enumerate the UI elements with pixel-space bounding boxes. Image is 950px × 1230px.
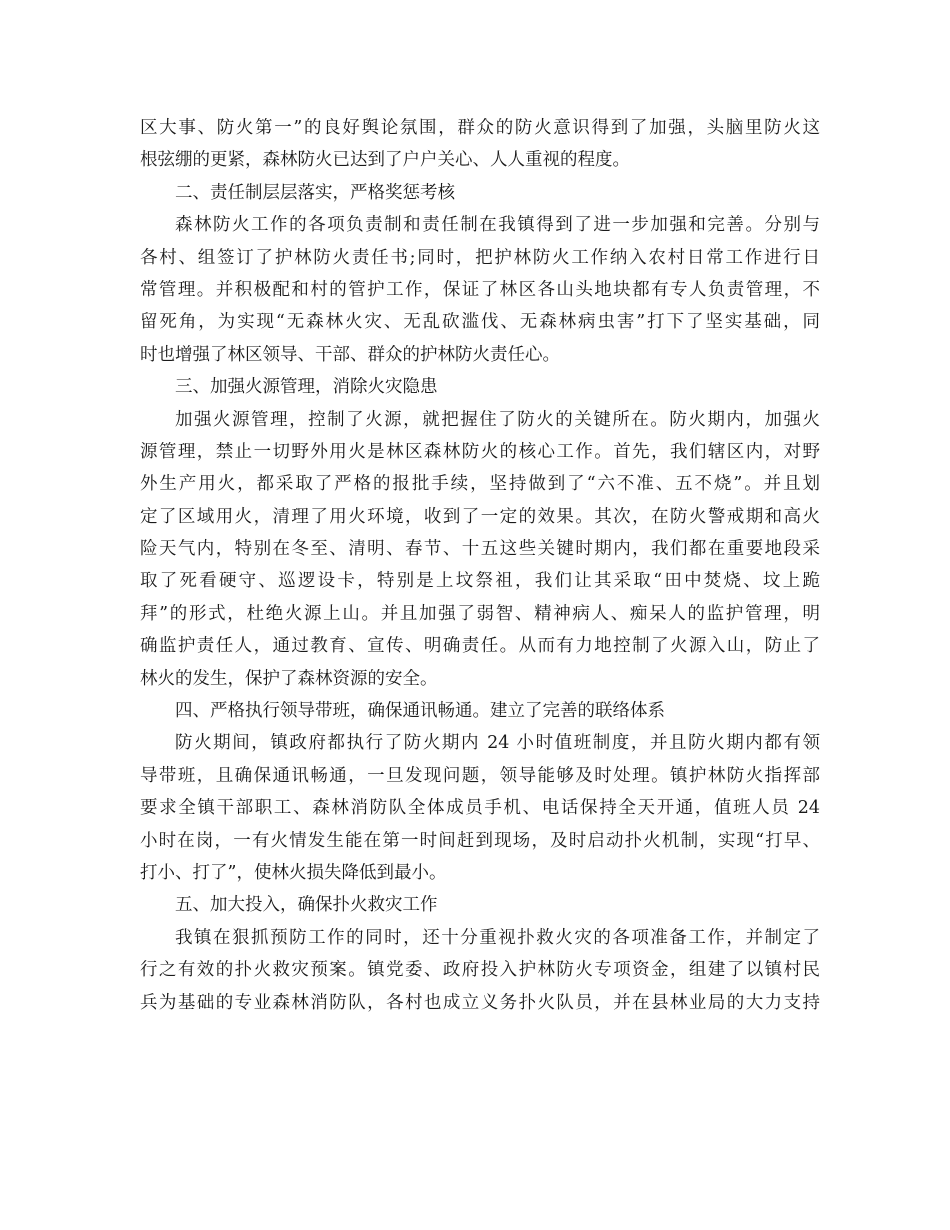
paragraph-line: 根弦绷的更紧，森林防火已达到了户户关心、人人重视的程度。: [140, 150, 630, 171]
paragraph-line: 取了死看硬守、巡逻设卡，特别是上坟祭祖，我们让其采取“田中焚烧、坟上跪: [140, 571, 820, 592]
paragraph-line: 时也增强了林区领导、干部、群众的护林防火责任心。: [140, 344, 560, 365]
paragraph-line: 外生产用火，都采取了严格的报批手续，坚持做到了“六不准、五不烧”。并且划: [140, 474, 820, 495]
paragraph-line: 险天气内，特别在冬至、清明、春节、十五这些关键时期内，我们都在重要地段采: [140, 539, 820, 560]
paragraph-line: 各村、组签订了护林防火责任书;同时，把护林防火工作纳入农村日常工作进行日: [140, 247, 820, 268]
paragraph-line: 打小、打了”，使林火损失降低到最小。: [140, 862, 447, 883]
paragraph-line: 导带班，且确保通讯畅通，一旦发现问题，领导能够及时处理。镇护林防火指挥部: [140, 765, 820, 786]
paragraph-line: 防火期间，镇政府都执行了防火期内 24 小时值班制度，并且防火期内都有领: [175, 733, 820, 754]
paragraph-line: 定了区域用火，清理了用火环境，收到了一定的效果。其次，在防火警戒期和高火: [140, 506, 820, 527]
paragraph-line: 拜”的形式，杜绝火源上山。并且加强了弱智、精神病人、痴呆人的监护管理，明: [140, 603, 820, 624]
paragraph-line: 森林防火工作的各项负责制和责任制在我镇得到了进一步加强和完善。分别与: [175, 215, 820, 236]
paragraph-line: 我镇在狠抓预防工作的同时，还十分重视扑救火灾的各项准备工作，并制定了: [175, 927, 820, 948]
section-heading-line: 二、责任制层层落实，严格奖惩考核: [175, 182, 455, 203]
paragraph-line: 留死角，为实现“无森林火灾、无乱砍滥伐、无森林病虫害”打下了坚实基础，同: [140, 312, 820, 333]
paragraph-line: 行之有效的扑火救灾预案。镇党委、政府投入护林防火专项资金，组建了以镇村民: [140, 960, 820, 981]
section-heading-line: 四、严格执行领导带班，确保通讯畅通。建立了完善的联络体系: [175, 701, 665, 722]
paragraph-line: 确监护责任人，通过教育、宣传、明确责任。从而有力地控制了火源入山，防止了: [140, 636, 820, 657]
section-heading-line: 五、加大投入，确保扑火救灾工作: [175, 895, 438, 916]
paragraph-line: 要求全镇干部职工、森林消防队全体成员手机、电话保持全天开通，值班人员 24: [140, 798, 820, 819]
section-heading-line: 三、加强火源管理，消除火灾隐患: [175, 377, 438, 398]
paragraph-line: 区大事、防火第一”的良好舆论氛围，群众的防火意识得到了加强，头脑里防火这: [140, 118, 820, 138]
paragraph-line: 林火的发生，保护了森林资源的安全。: [140, 668, 438, 689]
paragraph-line: 源管理，禁止一切野外用火是林区森林防火的核心工作。首先，我们辖区内，对野: [140, 441, 820, 462]
paragraph-line: 常管理。并积极配和村的管护工作，保证了林区各山头地块都有专人负责管理，不: [140, 279, 820, 300]
paragraph-line: 加强火源管理，控制了火源，就把握住了防火的关键所在。防火期内，加强火: [175, 409, 820, 430]
paragraph-line: 兵为基础的专业森林消防队，各村也成立义务扑火队员，并在县林业局的大力支持: [140, 992, 820, 1013]
paragraph-line: 小时在岗，一有火情发生能在第一时间赶到现场，及时启动扑火机制，实现“打早、: [140, 830, 820, 851]
document-body: [140, 112, 820, 1019]
